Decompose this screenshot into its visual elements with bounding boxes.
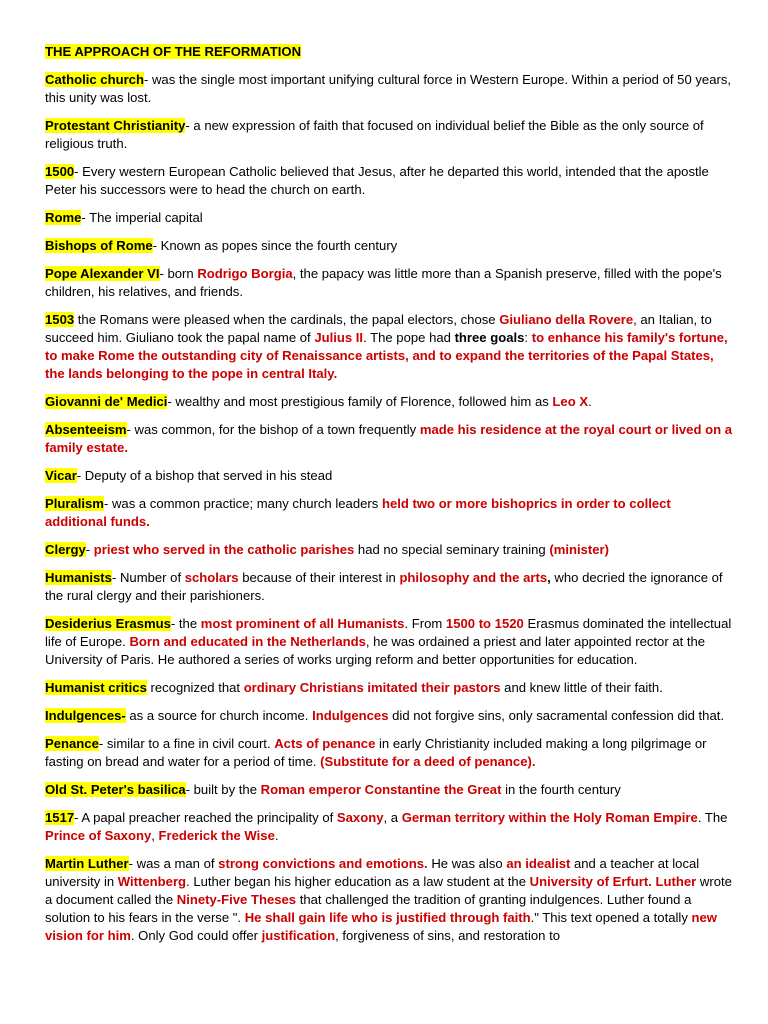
emphasis-text: He shall gain life who is justified through faith xyxy=(244,910,531,925)
highlighted-term: Humanist critics xyxy=(45,680,147,695)
emphasis-text: Leo X xyxy=(552,394,589,409)
highlighted-term: Clergy xyxy=(45,542,86,557)
emphasis-text: priest who served in the catholic parishes xyxy=(93,542,355,557)
bold-text: , xyxy=(547,570,555,585)
entry-paragraph xyxy=(45,781,735,799)
body-text: - was common, for the bishop of a town frequently xyxy=(126,422,420,437)
emphasis-text: Ninety-Five Theses xyxy=(176,892,297,907)
highlighted-term: Indulgences- xyxy=(45,708,126,723)
body-text: - was a man of xyxy=(128,856,219,871)
entry-paragraph xyxy=(45,393,735,411)
emphasis-text: University of Erfurt. xyxy=(529,874,652,889)
entry-paragraph xyxy=(45,707,735,725)
highlighted-term: Catholic church xyxy=(45,72,144,87)
entry-paragraph xyxy=(45,679,735,697)
highlighted-term: Vicar xyxy=(45,468,77,483)
body-text: . The pope had xyxy=(363,330,455,345)
emphasis-text: held two or more bishoprics in order to collect additional funds. xyxy=(45,496,671,529)
emphasis-text: scholars xyxy=(184,570,239,585)
highlighted-term: Rome xyxy=(45,210,82,225)
highlighted-term: Martin Luther xyxy=(45,856,129,871)
entry-paragraph xyxy=(45,311,735,383)
body-text: , an Italian, to succeed him. Giuliano took the papal name of xyxy=(45,312,712,345)
body-text: - was a common practice; many church leaders xyxy=(103,496,382,511)
body-text: - built by the xyxy=(185,782,261,797)
emphasis-text: Indulgences xyxy=(312,708,389,723)
highlighted-term: 1517 xyxy=(45,810,75,825)
highlighted-term: Giovanni de' Medici xyxy=(45,394,168,409)
body-text: - born xyxy=(159,266,198,281)
body-text: in early Christianity included making a long pilgrimage or fasting on bread and water for a period of time. xyxy=(45,736,707,769)
entry-paragraph xyxy=(45,163,735,199)
body-text: ." This text opened a totally xyxy=(530,910,692,925)
body-text: , he was ordained a priest and later appointed rector at the University of Paris. He authored a series of works urging reform and better opportunities for education. xyxy=(45,634,706,667)
emphasis-text: (Substitute for a deed of penance). xyxy=(320,754,536,769)
body-text: had no special seminary training xyxy=(354,542,550,557)
emphasis-text: strong convictions and emotions. xyxy=(218,856,428,871)
highlighted-term: Absenteeism xyxy=(45,422,127,437)
body-text: He was also xyxy=(427,856,507,871)
entry-paragraph xyxy=(45,71,735,107)
body-text: . The xyxy=(697,810,728,825)
body-text: the Romans were pleased when the cardinals, the papal electors, chose xyxy=(74,312,500,327)
emphasis-text: Prince of Saxony xyxy=(45,828,152,843)
body-text: - wealthy and most prestigious family of Florence, followed him as xyxy=(167,394,553,409)
highlighted-term: Desiderius Erasmus xyxy=(45,616,171,631)
entry-paragraph xyxy=(45,495,735,531)
emphasis-text: Born and educated in the Netherlands xyxy=(129,634,366,649)
emphasis-text: Acts of penance xyxy=(274,736,376,751)
emphasis-text: Roman emperor Constantine the Great xyxy=(260,782,502,797)
emphasis-text: new vision for him xyxy=(45,910,717,943)
body-text: and knew little of their faith. xyxy=(500,680,663,695)
body-text: . Only God could offer xyxy=(130,928,262,943)
highlighted-term: Humanists xyxy=(45,570,112,585)
body-text: . From xyxy=(404,616,446,631)
emphasis-text: most prominent of all Humanists xyxy=(200,616,405,631)
body-text: . xyxy=(588,394,592,409)
emphasis-text: German territory within the Holy Roman Empire xyxy=(401,810,698,825)
emphasis-text: an idealist xyxy=(506,856,571,871)
highlighted-term: Pluralism xyxy=(45,496,104,511)
emphasis-text: Julius II xyxy=(314,330,364,345)
body-text: - Number of xyxy=(111,570,185,585)
body-text: , xyxy=(151,828,159,843)
body-text: recognized that xyxy=(146,680,244,695)
body-text: - The imperial capital xyxy=(81,210,203,225)
emphasis-text: 1500 to 1520 xyxy=(445,616,524,631)
emphasis-text: ordinary Christians imitated their pastors xyxy=(243,680,501,695)
body-text: : xyxy=(524,330,532,345)
body-text: , forgiveness of sins, and restoration to xyxy=(335,928,561,943)
highlighted-term: Old St. Peter's basilica xyxy=(45,782,186,797)
body-text: wrote a document called the xyxy=(45,874,732,907)
document-page xyxy=(45,43,735,955)
body-text: - was the single most important unifying cultural force in Western Europe. Within a period of 50 years, this unity was lost. xyxy=(45,72,732,105)
emphasis-text: philosophy and the arts xyxy=(399,570,548,585)
emphasis-text: Saxony xyxy=(336,810,384,825)
emphasis-text: Luther xyxy=(655,874,697,889)
body-text: , a xyxy=(383,810,402,825)
emphasis-text: Wittenberg xyxy=(117,874,187,889)
highlighted-term: Pope Alexander VI xyxy=(45,266,160,281)
highlighted-term: 1500 xyxy=(45,164,75,179)
body-text: who decried the ignorance of the rural clergy and their parishioners. xyxy=(45,570,723,603)
entry-paragraph xyxy=(45,421,735,457)
body-text: - Known as popes since the fourth century xyxy=(152,238,398,253)
document-title xyxy=(45,43,735,61)
emphasis-text: Rodrigo Borgia xyxy=(197,266,293,281)
body-text: because of their interest in xyxy=(238,570,400,585)
highlighted-term: Protestant Christianity xyxy=(45,118,186,133)
body-text: - A papal preacher reached the principality of xyxy=(74,810,337,825)
entry-paragraph xyxy=(45,541,735,559)
emphasis-text: Frederick the Wise xyxy=(158,828,275,843)
body-text: Erasmus dominated the intellectual life of Europe. xyxy=(45,616,732,649)
body-text: - a new expression of faith that focused on individual belief the Bible as the only source of religious truth. xyxy=(45,118,704,151)
entry-paragraph xyxy=(45,569,735,605)
body-text: . xyxy=(274,828,279,843)
body-text: - Every western European Catholic believed that Jesus, after he departed this world, intended that the apostle Peter his successors were to head the church on earth. xyxy=(45,164,709,197)
body-text: as a source for church income. xyxy=(125,708,313,723)
entry-paragraph xyxy=(45,209,735,227)
bold-text: three goals xyxy=(454,330,525,345)
entry-paragraph xyxy=(45,467,735,485)
emphasis-text: justification xyxy=(261,928,336,943)
entry-paragraph xyxy=(45,265,735,301)
body-text: - the xyxy=(170,616,201,631)
highlighted-term: Penance xyxy=(45,736,99,751)
body-text: - xyxy=(85,542,94,557)
body-text: , the papacy was little more than a Spanish preserve, filled with the pope's children, his relatives, and friends. xyxy=(45,266,722,299)
body-text: that challenged the tradition of granting indulgences. Luther found a solution to his fears in the verse ". xyxy=(45,892,692,925)
body-text: and a teacher at local university in xyxy=(45,856,700,889)
body-text: - similar to a fine in civil court. xyxy=(98,736,275,751)
entry-paragraph xyxy=(45,615,735,669)
title-text: THE APPROACH OF THE REFORMATION xyxy=(45,44,302,59)
body-text: - Deputy of a bishop that served in his stead xyxy=(76,468,333,483)
emphasis-text: (minister) xyxy=(549,542,610,557)
body-text: . Luther began his higher education as a law student at the xyxy=(186,874,530,889)
emphasis-text: to enhance his family's fortune, to make Rome the outstanding city of Renaissance artists, and to expand the territories of the Papal States, the lands belonging to the pope in central Italy. xyxy=(45,330,728,381)
entry-paragraph xyxy=(45,735,735,771)
emphasis-text: made his residence at the royal court or lived on a family estate. xyxy=(45,422,732,455)
entry-paragraph xyxy=(45,237,735,255)
emphasis-text: Giuliano della Rovere xyxy=(499,312,634,327)
entry-paragraph xyxy=(45,809,735,845)
entry-paragraph xyxy=(45,855,735,945)
body-text: did not forgive sins, only sacramental confession did that. xyxy=(388,708,725,723)
highlighted-term: 1503 xyxy=(45,312,75,327)
body-text: in the fourth century xyxy=(501,782,621,797)
highlighted-term: Bishops of Rome xyxy=(45,238,153,253)
entry-list xyxy=(45,71,735,945)
entry-paragraph xyxy=(45,117,735,153)
